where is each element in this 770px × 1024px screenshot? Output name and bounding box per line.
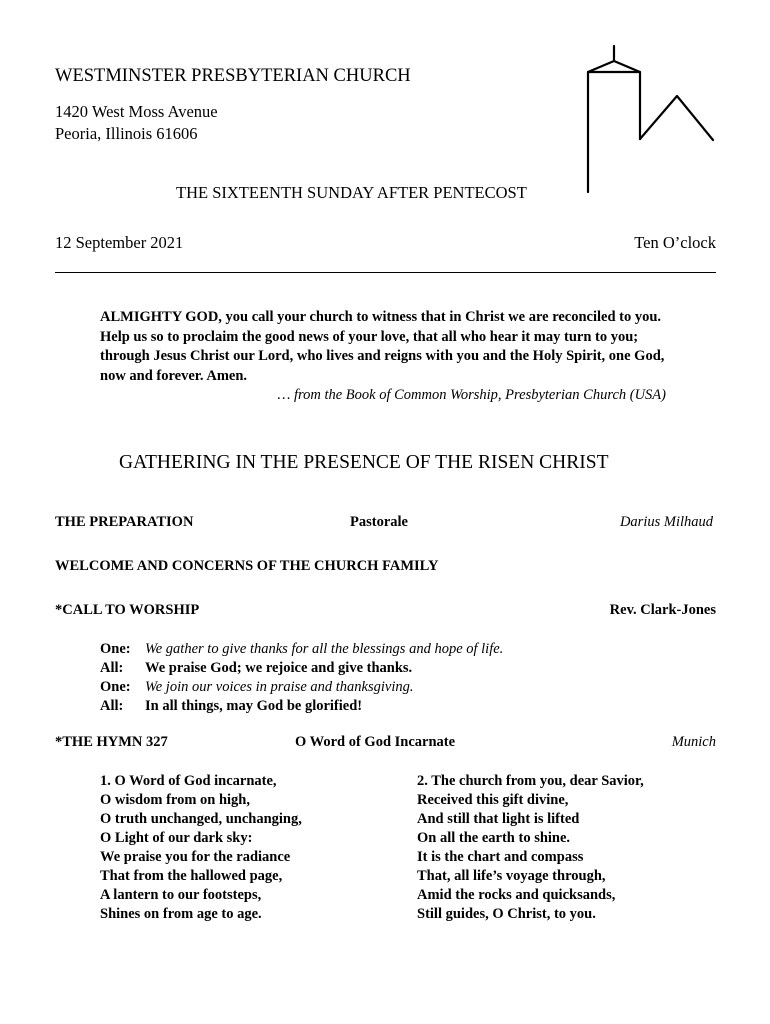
call-to-worship-leader: Rev. Clark-Jones: [609, 602, 716, 618]
hymn-title: O Word of God Incarnate: [295, 734, 456, 750]
verse-line: Shines on from age to age.: [100, 906, 262, 922]
speaker-label: All:: [100, 660, 124, 676]
hymn-verse-1: [100, 772, 302, 924]
reading-text: In all things, may God be glorified!: [145, 698, 363, 714]
reading-text: We gather to give thanks for all the blessings and hope of life.: [145, 641, 504, 657]
verse-line: O truth unchanged, unchanging,: [100, 811, 302, 827]
preparation-piece: Pastorale: [350, 514, 408, 530]
address-line-2: Peoria, Illinois 61606: [55, 124, 198, 143]
reading-line: [100, 697, 503, 716]
prayer-text: ALMIGHTY GOD, you call your church to witness that in Christ we are reconciled to you. Help us so to proclaim the good news of your love, that all who hear it may turn to you; through Jesus Christ our Lord, who lives and reigns with you and the Holy Spirit, one God, now and forever. Amen.: [100, 309, 665, 384]
speaker-label: One:: [100, 679, 131, 695]
verse-line: On all the earth to shine.: [417, 830, 571, 846]
preparation-composer: Darius Milhaud: [619, 514, 713, 530]
verse-line: Still guides, O Christ, to you.: [417, 906, 596, 922]
verse-line: 1. O Word of God incarnate,: [100, 773, 277, 789]
church-outline-icon: [585, 44, 717, 194]
speaker-label: One:: [100, 641, 131, 657]
preparation-label: THE PREPARATION: [55, 514, 194, 530]
hymn-label: *THE HYMN 327: [55, 734, 168, 750]
verse-line: 2. The church from you, dear Savior,: [417, 773, 644, 789]
reading-text: We praise God; we rejoice and give thanks.: [145, 660, 413, 676]
opening-prayer: [100, 308, 666, 406]
section-title: GATHERING IN THE PRESENCE OF THE RISEN CHRIST: [119, 452, 609, 473]
verse-line: A lantern to our footsteps,: [100, 887, 262, 903]
verse-line: And still that light is lifted: [417, 811, 580, 827]
call-to-worship-label: *CALL TO WORSHIP: [55, 602, 200, 618]
verse-line: Received this gift divine,: [417, 792, 569, 808]
address-line-1: 1420 West Moss Avenue: [55, 102, 218, 121]
verse-line: That, all life’s voyage through,: [417, 868, 606, 884]
prayer-source: … from the Book of Common Worship, Presbyterian Church (USA): [277, 387, 666, 403]
reading-text: We join our voices in praise and thanksgiving.: [145, 679, 414, 695]
speaker-label: All:: [100, 698, 124, 714]
verse-line: O wisdom from on high,: [100, 792, 250, 808]
verse-line: It is the chart and compass: [417, 849, 584, 865]
church-name: WESTMINSTER PRESBYTERIAN CHURCH: [55, 66, 411, 86]
divider-line: [55, 272, 716, 273]
service-date: 12 September 2021: [55, 233, 184, 252]
verse-line: We praise you for the radiance: [100, 849, 291, 865]
verse-line: O Light of our dark sky:: [100, 830, 253, 846]
reading-line: [100, 659, 503, 678]
service-time: Ten O’clock: [634, 233, 716, 252]
reading-line: [100, 640, 503, 659]
hymn-tune: Munich: [671, 734, 716, 750]
reading-line: [100, 678, 503, 697]
verse-line: That from the hallowed page,: [100, 868, 283, 884]
verse-line: Amid the rocks and quicksands,: [417, 887, 616, 903]
occasion-title: THE SIXTEENTH SUNDAY AFTER PENTECOST: [176, 183, 527, 202]
hymn-verse-2: [417, 772, 644, 924]
welcome-label: WELCOME AND CONCERNS OF THE CHURCH FAMILY: [55, 558, 439, 574]
responsive-reading: [100, 640, 503, 716]
